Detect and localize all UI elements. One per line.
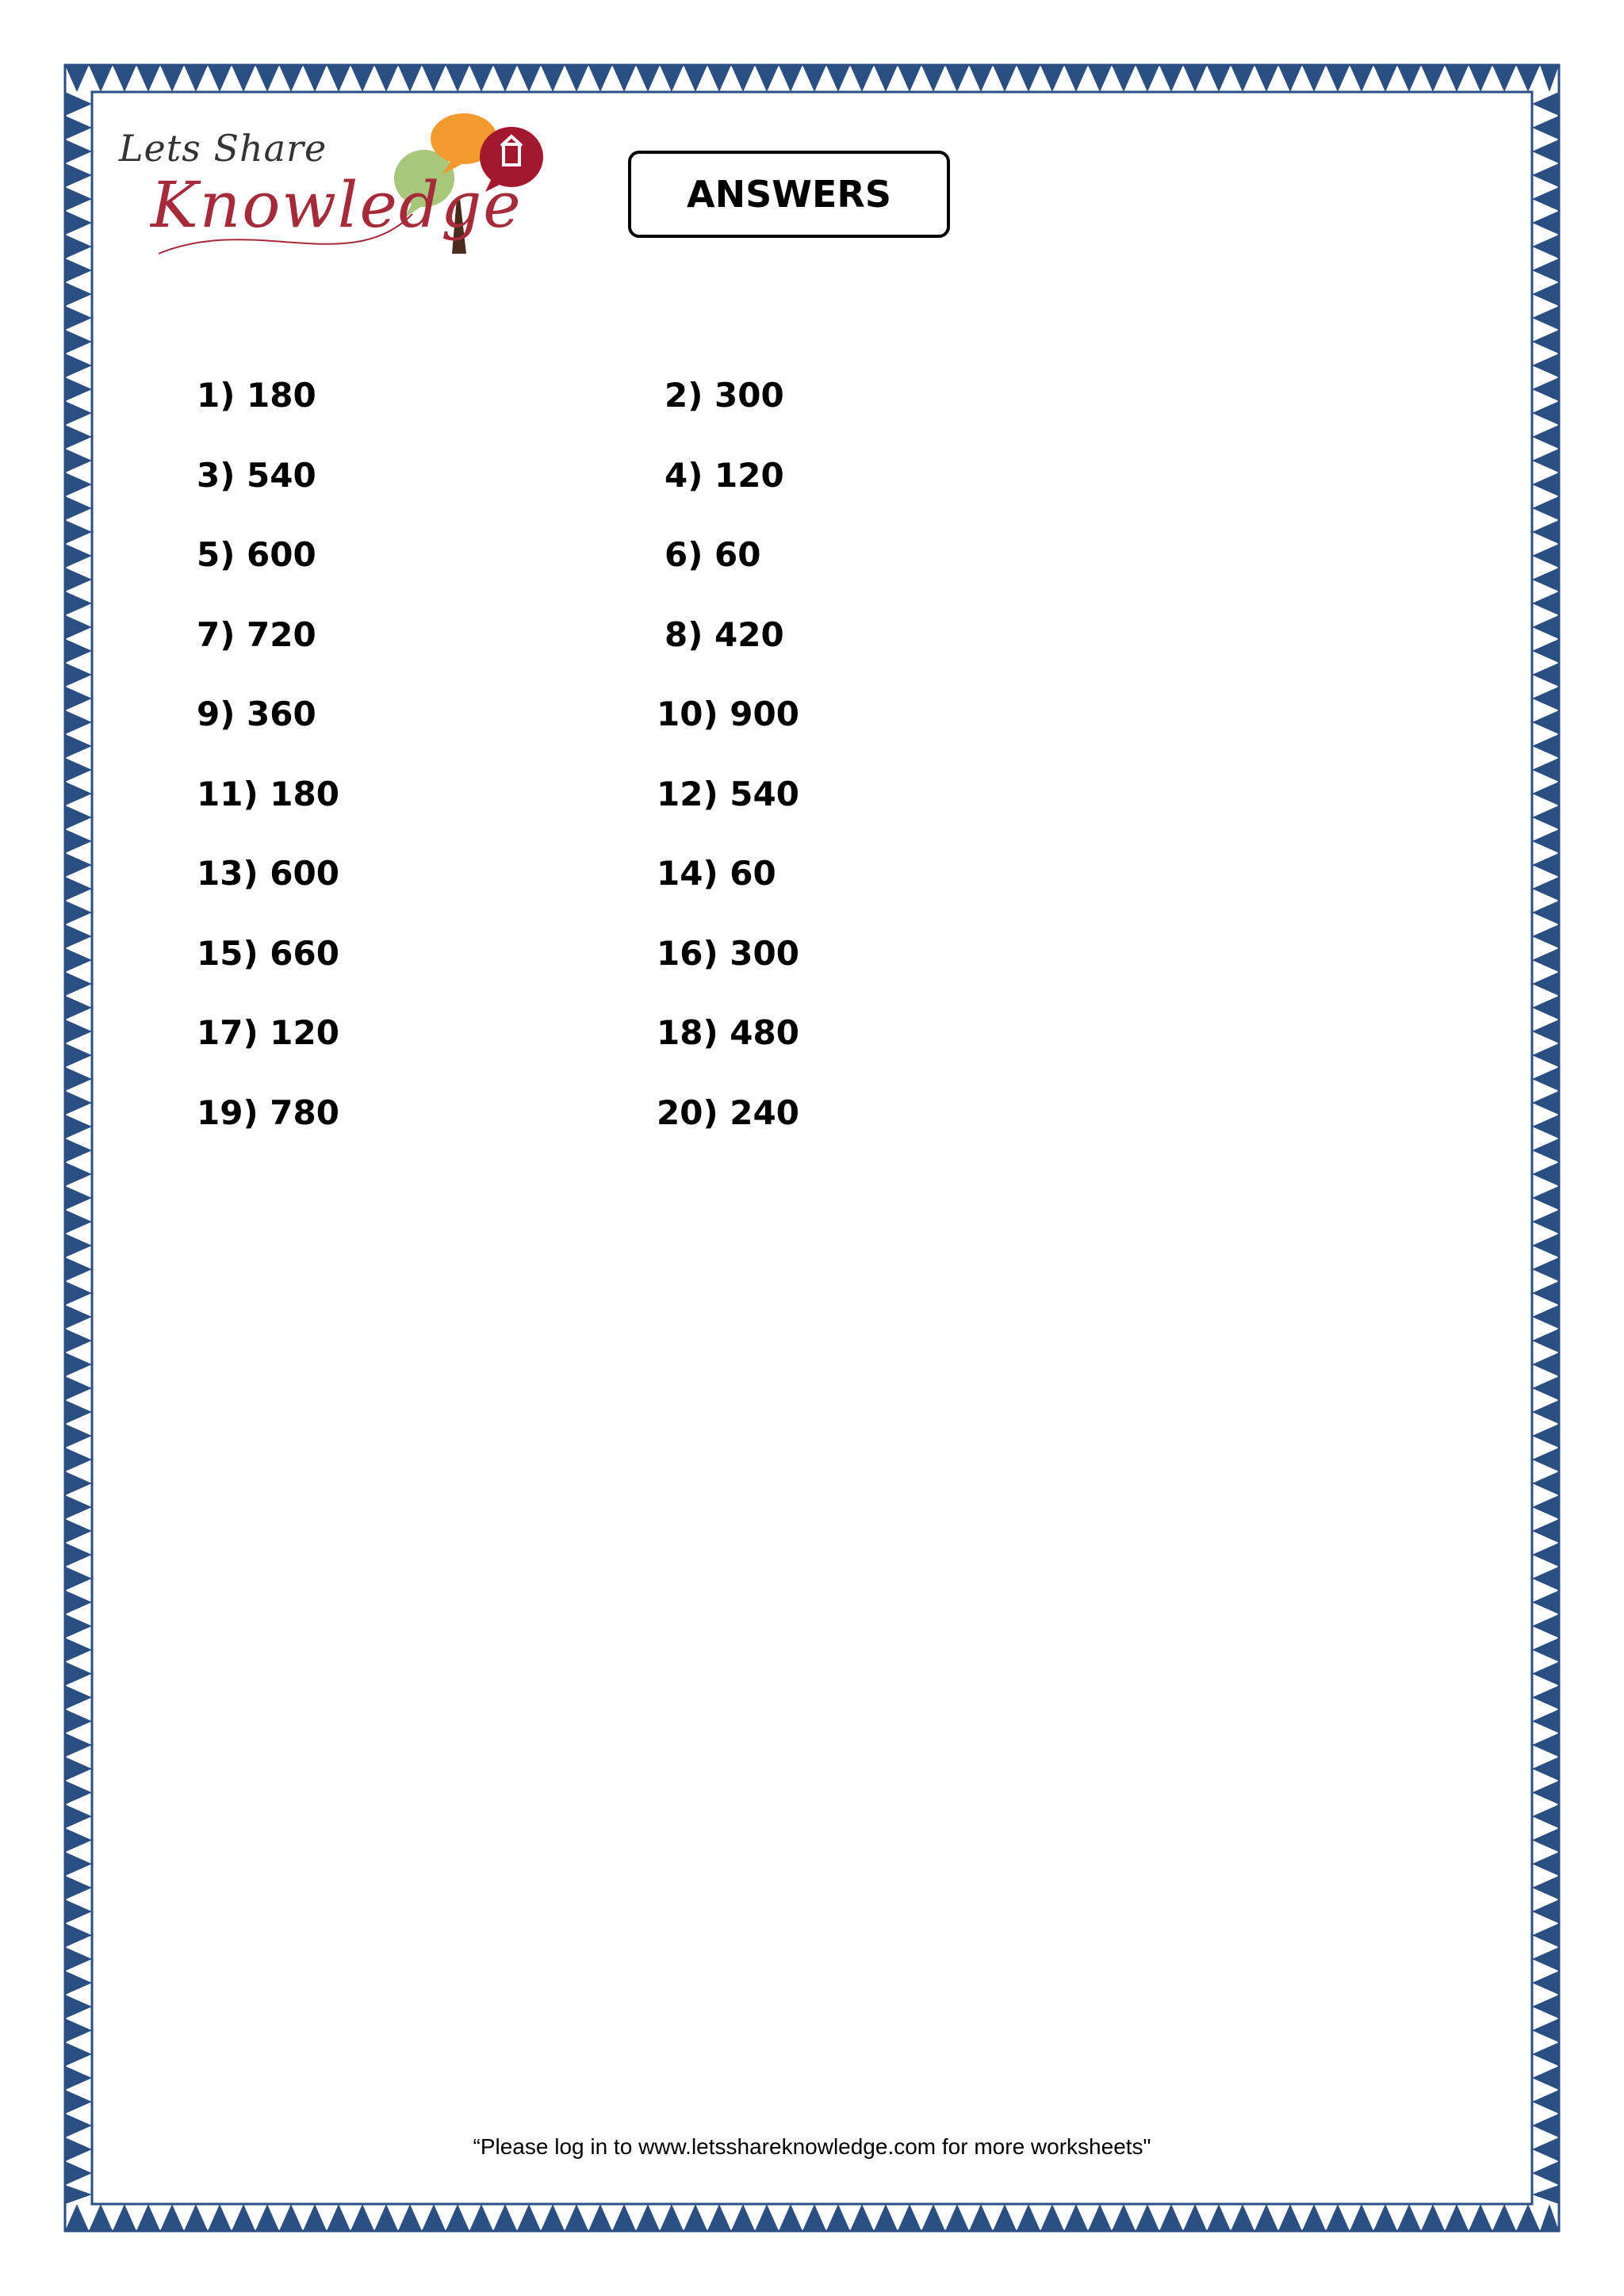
answer-item: 2) 300	[665, 376, 784, 415]
answer-item: 7) 720	[197, 614, 316, 654]
answer-item: 5) 600	[197, 535, 316, 574]
answer-item: 16) 300	[657, 933, 799, 973]
answer-item: 6) 60	[665, 535, 761, 574]
answer-item: 13) 600	[197, 854, 339, 893]
footer-note: “Please log in to www.letsshareknowledge.com for more worksheets"	[473, 2134, 1151, 2159]
logo	[111, 95, 555, 293]
answer-item: 19) 780	[197, 1093, 339, 1132]
answer-item: 15) 660	[197, 933, 339, 973]
answer-item: 10) 900	[657, 695, 799, 733]
answer-item: 9) 360	[197, 695, 316, 733]
answer-item: 4) 120	[665, 455, 784, 495]
answer-item: 1) 180	[197, 376, 316, 415]
answer-item: 20) 240	[657, 1093, 799, 1132]
answer-item: 18) 480	[657, 1013, 799, 1052]
page-title: ANSWERS	[628, 151, 950, 238]
answer-item: 8) 420	[665, 614, 784, 654]
answer-item: 3) 540	[197, 455, 316, 495]
answer-item: 12) 540	[657, 774, 799, 813]
logo-text-top: Lets Share	[119, 127, 327, 170]
answer-item: 17) 120	[197, 1013, 339, 1052]
logo-text-bottom: Knowledge	[151, 168, 523, 242]
answer-item: 14) 60	[657, 854, 776, 893]
answer-item: 11) 180	[197, 774, 339, 813]
